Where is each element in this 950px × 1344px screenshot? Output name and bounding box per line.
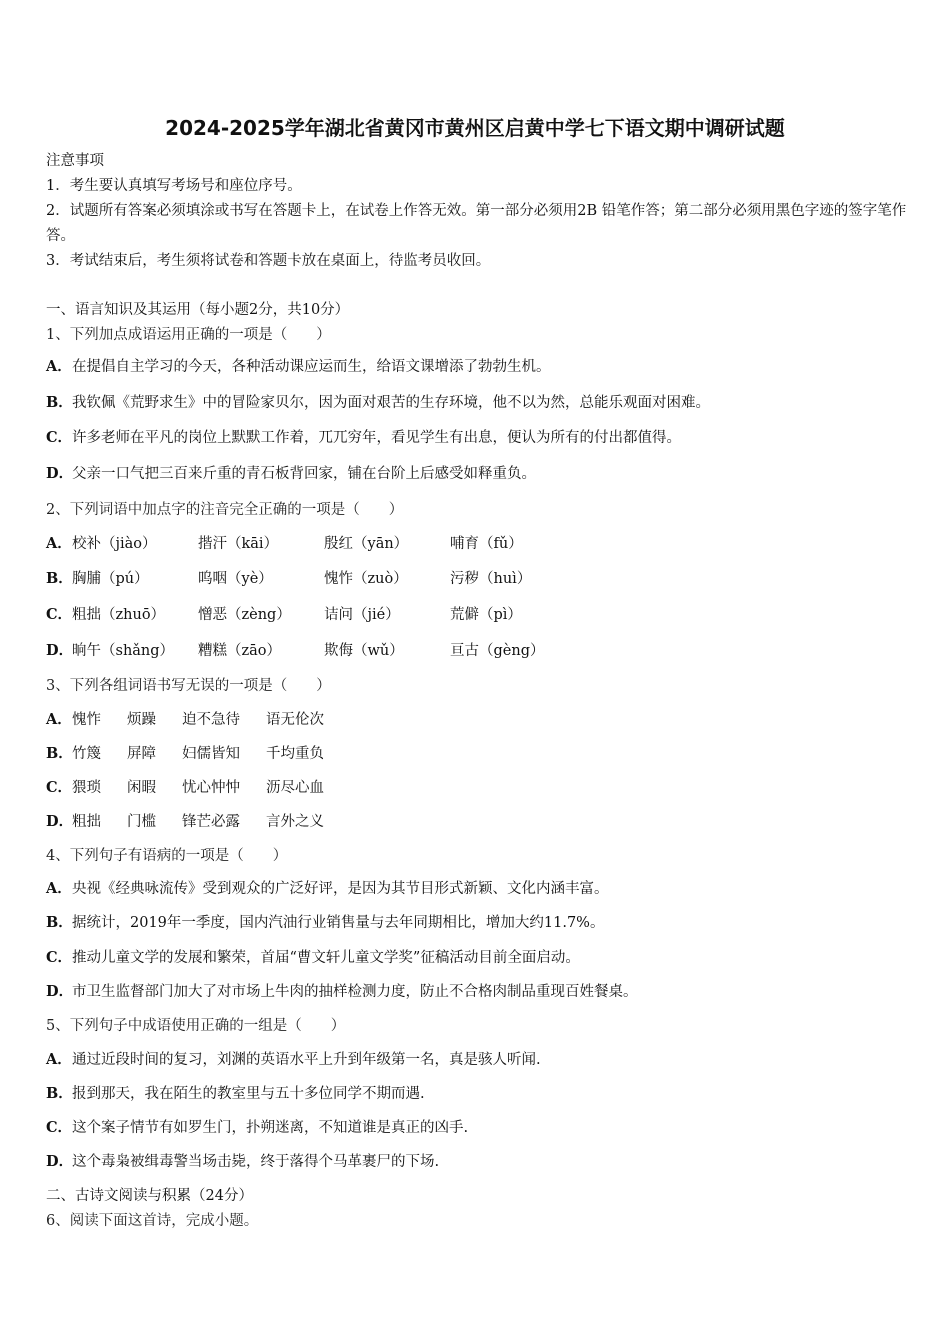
option-b [46, 913, 604, 933]
option-b [46, 1084, 425, 1104]
option-item: 千均重负 [266, 746, 324, 762]
option-item: 粗拙（zhuō） [72, 607, 166, 623]
page-title: 2024-2025学年湖北省黄冈市黄州区启黄中学七下语文期中调研试题 [165, 116, 785, 140]
option-b [46, 569, 576, 589]
option-item: 胸脯（pú） [72, 571, 149, 587]
notice-heading: 注意事项 [46, 153, 104, 169]
option-label: C． [46, 429, 73, 446]
option-item: 呜咽（yè） [198, 571, 273, 587]
option-item: 殷红（yān） [324, 536, 409, 552]
option-a [46, 710, 350, 730]
option-a [46, 357, 551, 377]
option-text: 据统计，2019年一季度，国内汽油行业销售量与去年同期相比，增加大约11.7%。 [72, 915, 605, 931]
option-label: D． [46, 1153, 74, 1170]
notice-item: 2．试题所有答案必须填涂或书写在答题卡上，在试卷上作答无效。第一部分必须用2B 铅笔作答；第二部分必须用黑色字迹的签字笔作答。 [46, 203, 907, 244]
option-d [46, 464, 536, 484]
option-item: 语无伦次 [266, 712, 324, 728]
option-d [46, 1152, 439, 1172]
option-d [46, 982, 638, 1002]
question-stem: 6、阅读下面这首诗，完成小题。 [46, 1213, 259, 1229]
option-text: 市卫生监督部门加大了对市场上牛肉的抽样检测力度，防止不合格肉制品重现百姓餐桌。 [72, 984, 638, 1000]
option-c [46, 605, 576, 625]
option-item: 糟糕（zāo） [198, 643, 282, 659]
option-b [46, 393, 710, 413]
option-item: 憎恶（zèng） [198, 607, 291, 623]
option-text: 在提倡自主学习的今天，各种活动课应运而生，给语文课增添了勃勃生机。 [72, 359, 551, 375]
option-a [46, 534, 576, 554]
option-c [46, 778, 350, 798]
option-item: 屏障 [127, 746, 156, 762]
option-item: 亘古（gèng） [450, 643, 545, 659]
option-item: 粗拙 [72, 814, 101, 830]
option-text: 我钦佩《荒野求生》中的冒险家贝尔，因为面对艰苦的生存环境，他不以为然，总能乐观面对困难。 [72, 395, 710, 411]
option-label: A． [46, 880, 72, 897]
option-label: B． [46, 745, 73, 762]
option-label: C． [46, 949, 73, 966]
option-item: 妇儒皆知 [182, 746, 240, 762]
option-item: 哺育（fǔ） [450, 536, 523, 552]
option-text: 推动儿童文学的发展和繁荣，首届“曹文轩儿童文学奖”征稿活动目前全面启动。 [72, 950, 580, 966]
option-item: 诘问（jié） [324, 607, 400, 623]
option-item: 欺侮（wǔ） [324, 643, 404, 659]
option-c [46, 428, 681, 448]
option-label: A． [46, 1051, 72, 1068]
option-item: 愧怍（zuò） [324, 571, 408, 587]
option-a [46, 879, 609, 899]
option-label: A． [46, 535, 72, 552]
option-item: 荒僻（pì） [450, 607, 522, 623]
question-stem: 3、下列各组词语书写无误的一项是（ ） [46, 678, 331, 694]
option-item: 锋芒必露 [182, 814, 240, 830]
option-label: A． [46, 358, 72, 375]
question-stem: 2、下列词语中加点字的注音完全正确的一项是（ ） [46, 502, 404, 518]
option-item: 晌午（shǎng） [72, 643, 175, 659]
option-label: B． [46, 394, 73, 411]
section-heading: 一、语言知识及其运用（每小题2分，共10分） [46, 302, 350, 318]
option-item: 烦躁 [127, 712, 156, 728]
option-text: 报到那天，我在陌生的教室里与五十多位同学不期而遇. [72, 1086, 425, 1102]
question-stem: 4、下列句子有语病的一项是（ ） [46, 848, 288, 864]
option-item: 沥尽心血 [266, 780, 324, 796]
option-a [46, 1050, 541, 1070]
option-item: 门槛 [127, 814, 156, 830]
option-item: 迫不急待 [182, 712, 240, 728]
option-item: 揩汗（kāi） [198, 536, 279, 552]
option-d [46, 812, 350, 832]
option-label: D． [46, 813, 74, 830]
section-heading: 二、古诗文阅读与积累（24分） [46, 1188, 253, 1204]
option-item: 校补（jiào） [72, 536, 157, 552]
option-d [46, 641, 576, 661]
option-label: B． [46, 570, 73, 587]
notice-item: 3．考试结束后，考生须将试卷和答题卡放在桌面上，待监考员收回。 [46, 253, 491, 269]
question-stem: 1、下列加点成语运用正确的一项是（ ） [46, 327, 331, 343]
option-label: B． [46, 914, 73, 931]
option-label: A． [46, 711, 72, 728]
option-label: C． [46, 606, 73, 623]
option-label: D． [46, 465, 74, 482]
option-item: 言外之义 [266, 814, 324, 830]
option-item: 忧心忡忡 [182, 780, 240, 796]
option-c [46, 1118, 468, 1138]
option-item: 猥琐 [72, 780, 101, 796]
option-text: 通过近段时间的复习，刘渊的英语水平上升到年级第一名，真是骇人听闻. [72, 1052, 541, 1068]
option-label: D． [46, 642, 74, 659]
option-label: C． [46, 1119, 73, 1136]
option-text: 这个案子情节有如罗生门，扑朔迷离，不知道谁是真正的凶手. [72, 1120, 469, 1136]
notice-item: 1．考生要认真填写考场号和座位序号。 [46, 178, 302, 194]
option-label: B． [46, 1085, 73, 1102]
option-item: 愧怍 [72, 712, 101, 728]
option-text: 父亲一口气把三百来斤重的青石板背回家，铺在台阶上后感受如释重负。 [72, 466, 536, 482]
option-text: 央视《经典咏流传》受到观众的广泛好评，是因为其节目形式新颖、文化内涵丰富。 [72, 881, 609, 897]
option-c [46, 948, 580, 968]
option-label: D． [46, 983, 74, 1000]
question-stem: 5、下列句子中成语使用正确的一组是（ ） [46, 1018, 346, 1034]
option-text: 许多老师在平凡的岗位上默默工作着，兀兀穷年，看见学生有出息，便认为所有的付出都值得。 [72, 430, 681, 446]
option-item: 污秽（huì） [450, 571, 532, 587]
option-item: 竹篾 [72, 746, 101, 762]
option-item: 闲暇 [127, 780, 156, 796]
option-text: 这个毒枭被缉毒警当场击毙，终于落得个马革裹尸的下场. [72, 1154, 440, 1170]
option-b [46, 744, 350, 764]
option-label: C． [46, 779, 73, 796]
